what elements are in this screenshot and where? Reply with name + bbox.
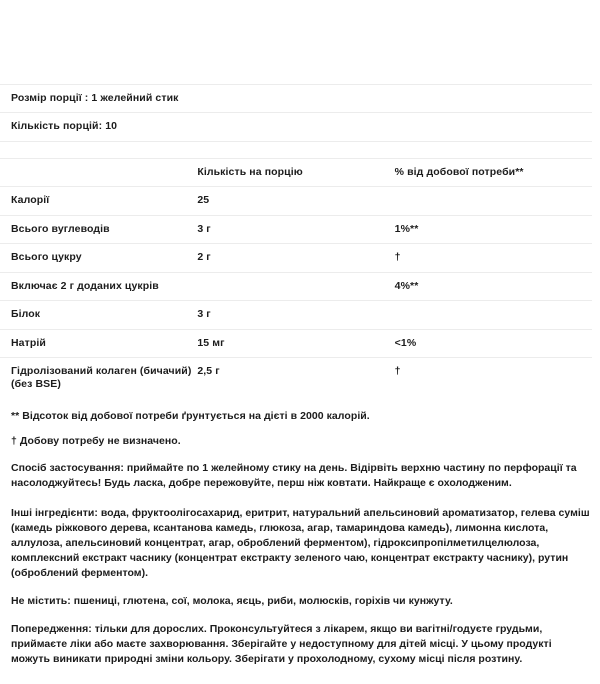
nutrient-amount: 2,5 г: [197, 364, 220, 377]
nutrient-amount: 25: [197, 194, 210, 207]
nutrient-daily-value: <1%: [394, 336, 417, 349]
nutrient-daily-value: †: [394, 364, 401, 377]
spacer-cell-amount: [197, 141, 394, 158]
nutrient-daily-value: [395, 301, 592, 329]
supplement-facts-page: [0, 84, 600, 684]
table-row: [0, 244, 592, 272]
nutrient-name-subtext: (без BSE): [11, 378, 61, 391]
table-row-spacer: [0, 141, 592, 158]
supplement-facts-table-body: [0, 85, 592, 399]
footnote-percent-daily-value: ** Відсоток від добової потреби ґрунтується на дієті в 2000 калорій.: [11, 409, 370, 422]
supplement-facts-table: [0, 84, 592, 399]
nutrient-name: Всього вуглеводів: [11, 222, 110, 235]
nutrient-daily-value: 1%**: [394, 222, 419, 235]
nutrient-amount: 2 г: [197, 251, 211, 264]
column-header-percent-daily-value: % від добової потреби**: [394, 165, 524, 178]
table-row: [0, 272, 592, 300]
nutrient-name: Калорії: [11, 194, 50, 207]
nutrient-amount: 15 мг: [197, 336, 225, 349]
table-row: [0, 301, 592, 329]
nutrient-daily-value: [395, 187, 592, 215]
table-row: [0, 215, 592, 243]
nutrient-name: Білок: [11, 308, 41, 321]
table-row: [0, 329, 592, 357]
column-header-amount-per-serving: Кількість на порцію: [197, 165, 303, 178]
directions-paragraph: Спосіб застосування: приймайте по 1 желейному стику на день. Відірвіть верхню частину по перфорації та насолоджуйтесь! Будь ласка, добре пережовуйте, перш ніж ковтати. Найкраще є охолодженим.: [11, 462, 577, 489]
serving-size-text: Розмір порції : 1 желейний стик: [11, 92, 179, 104]
nutrient-amount: 3 г: [197, 308, 211, 321]
table-row: [0, 187, 592, 215]
notes-section: [0, 410, 600, 667]
allergens-paragraph: Не містить: пшениці, глютена, сої, молока, яєць, риби, молюсків, горіхів чи кунжуту.: [11, 595, 453, 608]
table-row-serving-size: [0, 85, 592, 113]
nutrient-daily-value: 4%**: [394, 279, 419, 292]
nutrient-amount: [197, 272, 394, 300]
nutrient-name: Всього цукру: [11, 251, 82, 264]
spacer-cell-dv: [395, 141, 592, 158]
nutrient-name: Гідролізований колаген (бичачий): [11, 364, 192, 377]
spacer-cell-name: [0, 141, 197, 158]
nutrient-name-block: [0, 357, 197, 398]
table-row-servings-per-container: [0, 113, 592, 141]
warning-paragraph: Попередження: тільки для дорослих. Проконсультуйтеся з лікарем, якщо ви вагітні/годуєте грудьми, приймаєте ліки або маєте захворювання. Зберігайте у недоступному для дітей місці. У цьому продукті можуть виникати природні зміни кольору. Зберігати у прохолодному, сухому місці після розтину.: [11, 623, 552, 666]
table-row: [0, 357, 592, 398]
column-header-name: [0, 158, 197, 186]
nutrient-daily-value: †: [394, 251, 401, 264]
table-header-row: [0, 158, 592, 186]
nutrient-amount: 3 г: [197, 222, 211, 235]
footnote-dagger: † Добову потребу не визначено.: [11, 435, 181, 448]
other-ingredients-paragraph: Інші інгредієнти: вода, фруктоолігосахарид, еритрит, натуральний апельсиновий ароматизатор, гелева суміш (камедь ріжкового дерева, ксантанова камедь, глюкоза, агар, тамариндова камедь), лимонна кислота, аллулоза, апельсиновий концентрат, агар, оброблений ферментом), гідроксипропілметилцелюлоза, комплексний екстракт часнику (концентрат екстракту зеленого чаю, концентрат екстракту часнику), рутин (оброблений ферментом).: [11, 506, 590, 579]
servings-per-container-text: Кількість порцій: 10: [11, 120, 118, 133]
nutrient-name: Натрій: [11, 336, 46, 349]
nutrient-name: Включає 2 г доданих цукрів: [11, 279, 159, 292]
